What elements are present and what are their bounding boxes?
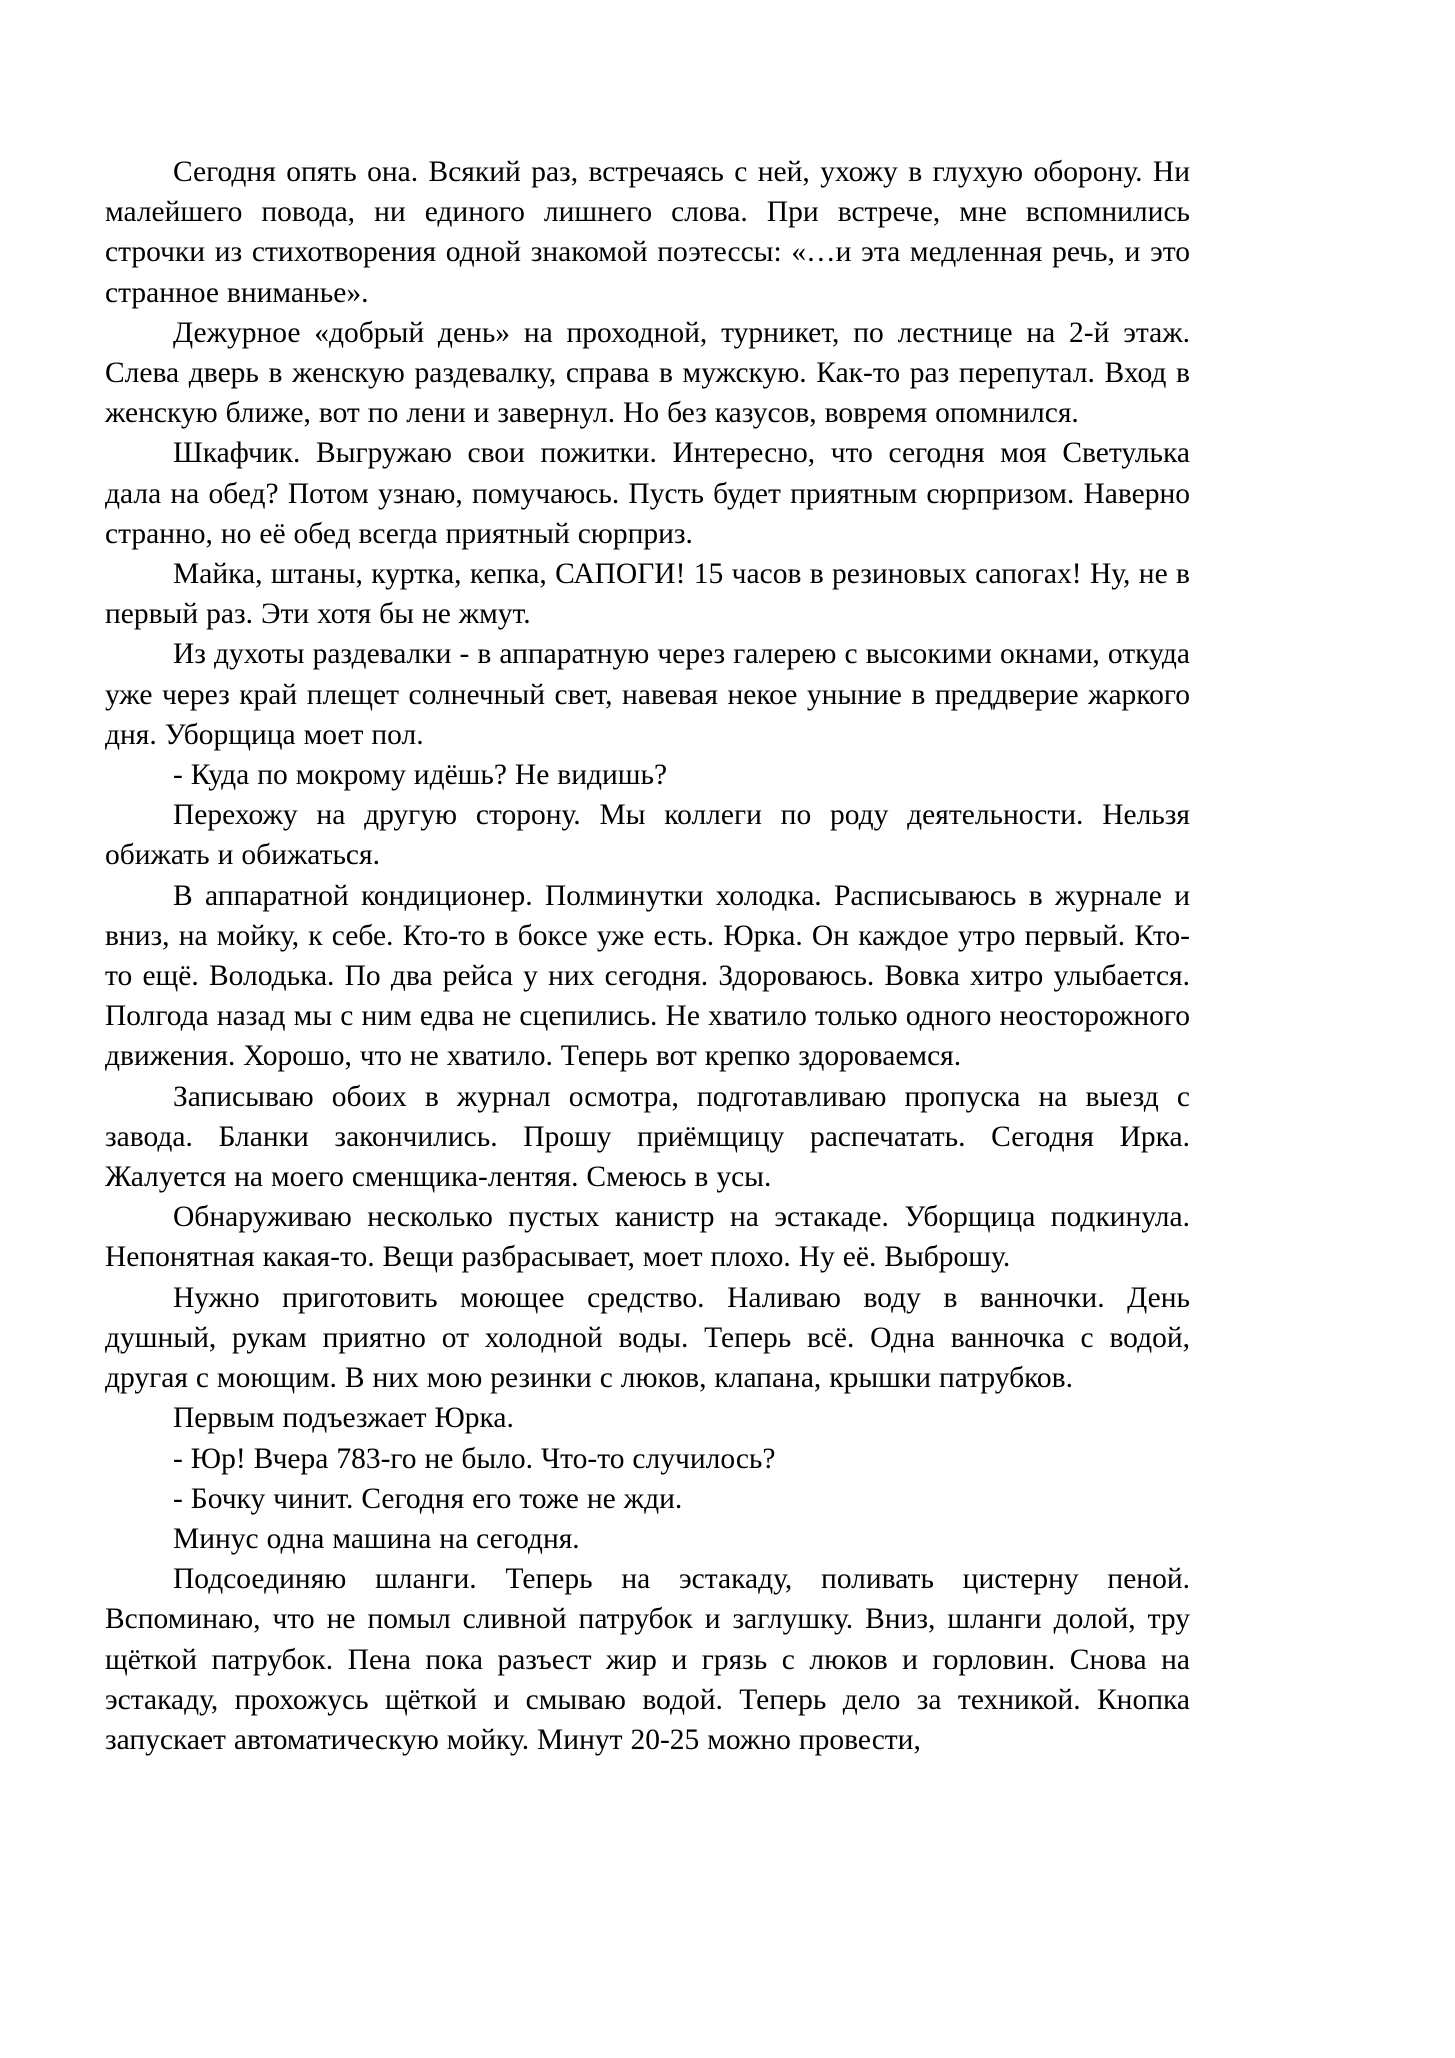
- paragraph-2: Дежурное «добрый день» на проходной, турникет, по лестнице на 2-й этаж. Слева дверь в женскую раздевалку, справа в мужскую. Как-то раз перепутал. Вход в женскую ближе, вот по лени и завернул. Но без казусов, вовремя опомнился.: [105, 316, 1190, 430]
- paragraph-4: Майка, штаны, куртка, кепка, САПОГИ! 15 часов в резиновых сапогах! Ну, не в первый раз. Эти хотя бы не жмут.: [105, 558, 1190, 631]
- paragraph-11: Первым подъезжает Юрка.: [173, 1402, 514, 1435]
- dialogue-line-3: - Бочку чинит. Сегодня его тоже не жди.: [173, 1482, 683, 1515]
- dialogue-line-1: - Куда по мокрому идёшь? Не видишь?: [173, 759, 668, 792]
- paragraph-5: Из духоты раздевалки - в аппаратную через галерею с высокими окнами, откуда уже через край плещет солнечный свет, навевая некое уныние в преддверие жаркого дня. Уборщица моет пол.: [105, 638, 1190, 751]
- paragraph-3: Шкафчик. Выгружаю свои пожитки. Интересно, что сегодня моя Светулька дала на обед? Потом узнаю, помучаюсь. Пусть будет приятным сюрпризом. Наверно странно, но её обед всегда приятный сюрприз.: [105, 437, 1190, 550]
- paragraph-1: Сегодня опять она. Всякий раз, встречаясь с ней, ухожу в глухую оборону. Ни малейшего повода, ни единого лишнего слова. При встрече, мне вспомнились строчки из стихотворения одной знакомой поэтессы: «…и эта медленная речь, и это странное вниманье».: [105, 156, 1190, 309]
- paragraph-6: Перехожу на другую сторону. Мы коллеги по роду деятельности. Нельзя обижать и обижаться.: [105, 799, 1190, 872]
- dialogue-line-2: - Юр! Вчера 783-го не было. Что-то случилось?: [173, 1442, 776, 1475]
- paragraph-9: Обнаруживаю несколько пустых канистр на эстакаде. Уборщица подкинула. Непонятная какая-то. Вещи разбрасывает, моет плохо. Ну её. Выброшу.: [105, 1201, 1190, 1274]
- body-text-block: [105, 152, 1190, 1760]
- paragraph-13: Подсоединяю шланги. Теперь на эстакаду, поливать цистерну пеной. Вспоминаю, что не помыл сливной патрубок и заглушку. Вниз, шланги долой, тру щёткой патрубок. Пена пока разъест жир и грязь с люков и горловин. Снова на эстакаду, прохожусь щёткой и смываю водой. Теперь дело за техникой. Кнопка запускает автоматическую мойку. Минут 20-25 можно провести,: [105, 1563, 1190, 1756]
- paragraph-12: Минус одна машина на сегодня.: [173, 1522, 580, 1555]
- paragraph-10: Нужно приготовить моющее средство. Наливаю воду в ванночки. День душный, рукам приятно от холодной воды. Теперь всё. Одна ванночка с водой, другая с моющим. В них мою резинки с люков, клапана, крышки патрубков.: [105, 1281, 1190, 1395]
- paragraph-8: Записываю обоих в журнал осмотра, подготавливаю пропуска на выезд с завода. Бланки закончились. Прошу приёмщицу распечатать. Сегодня Ирка. Жалуется на моего сменщика-лентяя. Смеюсь в усы.: [105, 1080, 1190, 1194]
- paragraph-7: В аппаратной кондиционер. Полминутки холодка. Расписываюсь в журнале и вниз, на мойку, к себе. Кто-то в боксе уже есть. Юрка. Он каждое утро первый. Кто-то ещё. Володька. По два рейса у них сегодня. Здороваюсь. Вовка хитро улыбается. Полгода назад мы с ним едва не сцепились. Не хватило только одного неосторожного движения. Хорошо, что не хватило. Теперь вот крепко здороваемся.: [105, 879, 1190, 1073]
